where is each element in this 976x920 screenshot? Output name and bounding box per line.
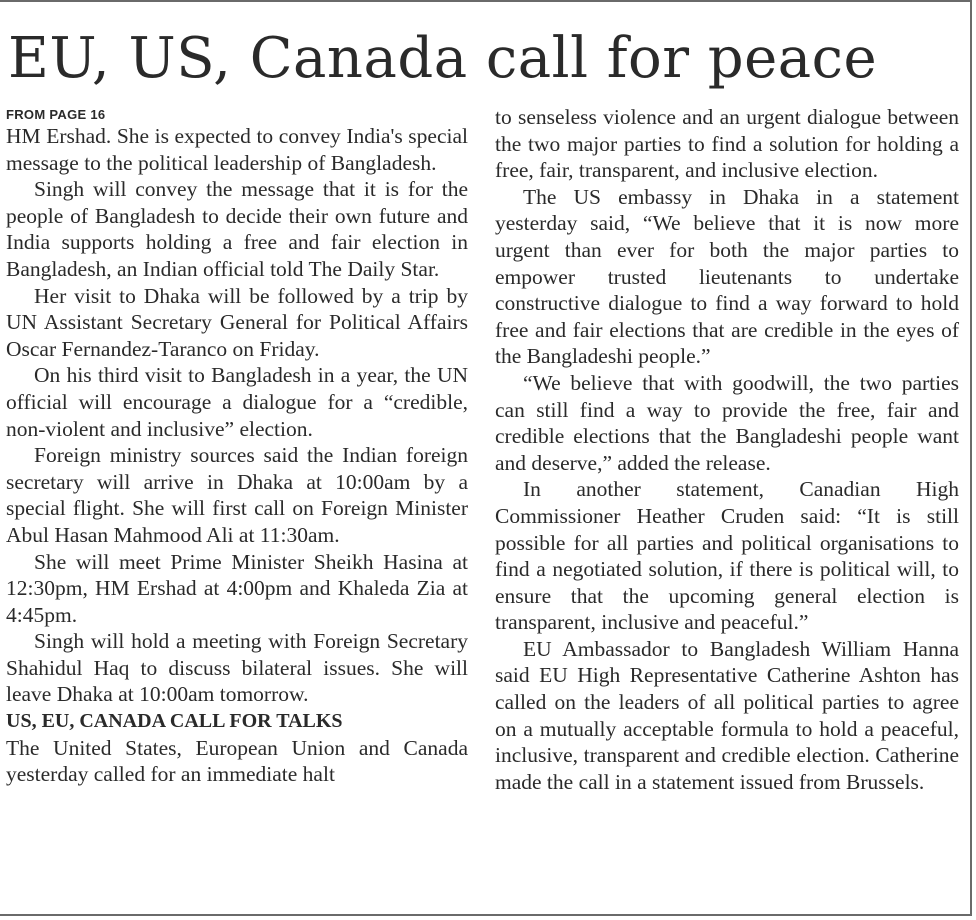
paragraph: In another statement, Canadian High Commissioner Heather Cruden said: “It is still possible for all parties and political organisations to find a negotiated solution, if there is political will, to ensure that the upcoming general election is transparent, inclusive and peaceful.”: [495, 477, 959, 635]
headline: EU, US, Canada call for peace: [8, 26, 878, 91]
right-column: [495, 104, 959, 795]
paragraph: The United States, European Union and Canada yesterday called for an immediate halt: [6, 735, 468, 787]
paragraph: to senseless violence and an urgent dialogue between the two major parties to find a solution for holding a free, fair, transparent, and inclusive election.: [495, 105, 959, 183]
paragraph: The US embassy in Dhaka in a statement yesterday said, “We believe that it is now more urgent than ever for both the major parties to empower trusted lieutenants to undertake constructive dialogue to find a way forward to hold free and fair elections that are credible in the eyes of the Bangladeshi people.”: [495, 184, 959, 369]
paragraph: EU Ambassador to Bangladesh William Hanna said EU High Representative Catherine Ashton has called on the leaders of all political parties to agree on a mutually acceptable formula to hold a peaceful, inclusive, transparent and credible election. Catherine made the call in a statement issued from Brussels.: [495, 636, 959, 794]
paragraph: Her visit to Dhaka will be followed by a trip by UN Assistant Secretary General for Political Affairs Oscar Fernandez-Taranco on Friday.: [6, 283, 468, 361]
paragraph: Singh will convey the message that it is for the people of Bangladesh to decide their own future and India supports holding a free and fair election in Bangladesh, an Indian official told The Daily Star.: [6, 177, 468, 281]
paragraph: Foreign ministry sources said the Indian foreign secretary will arrive in Dhaka at 10:00am by a special flight. She will first call on Foreign Minister Abul Hasan Mahmood Ali at 11:30am.: [6, 443, 468, 547]
paragraph: “We believe that with goodwill, the two parties can still find a way to provide the free, fair and credible elections that the Bangladeshi people want and deserve,” added the release.: [495, 370, 959, 475]
paragraph: HM Ershad. She is expected to convey India's special message to the political leadership of Bangladesh.: [6, 124, 468, 175]
paragraph: Singh will hold a meeting with Foreign Secretary Shahidul Haq to discuss bilateral issues. She will leave Dhaka at 10:00am tomorrow.: [6, 629, 468, 707]
paragraph: On his third visit to Bangladesh in a year, the UN official will encourage a dialogue for a “credible, non-violent and inclusive” election.: [6, 363, 468, 441]
jump-line: FROM PAGE 16: [6, 107, 106, 122]
subhead: US, EU, CANADA CALL FOR TALKS: [6, 710, 343, 733]
left-column: [6, 106, 468, 788]
paragraph: She will meet Prime Minister Sheikh Hasina at 12:30pm, HM Ershad at 4:00pm and Khaleda Zia at 4:45pm.: [6, 549, 468, 627]
